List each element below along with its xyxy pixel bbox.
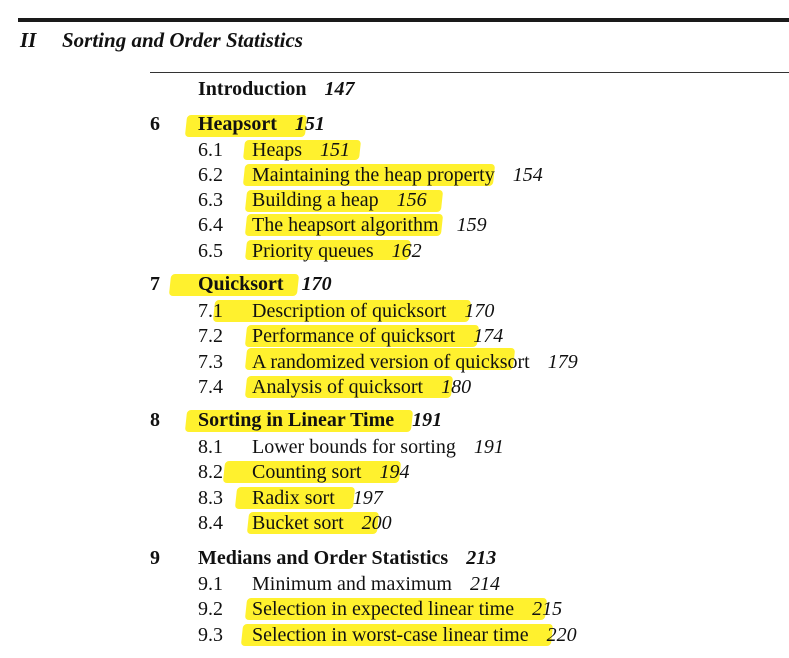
- section-title: Performance of quicksort: [252, 325, 456, 347]
- section-number: 7.1: [198, 300, 223, 322]
- section-title: Radix sort: [252, 487, 335, 509]
- introduction-title: Introduction: [198, 78, 307, 100]
- section-title: The heapsort algorithm: [252, 214, 439, 236]
- page-number: 170: [301, 273, 332, 295]
- page-number: 191: [412, 409, 443, 431]
- section-number: 8.4: [198, 512, 223, 534]
- page-number: 151: [294, 113, 325, 135]
- page-number: 194: [379, 461, 410, 483]
- chapter-number: 6: [150, 113, 160, 135]
- part-heading: [20, 28, 303, 53]
- page-number: 170: [464, 300, 495, 322]
- part-title: Sorting and Order Statistics: [62, 28, 303, 52]
- page-number: 154: [512, 164, 543, 186]
- contents-rule: [150, 72, 789, 73]
- section-number: 8.3: [198, 487, 223, 509]
- page-number: 174: [473, 325, 504, 347]
- section-title: Description of quicksort: [252, 300, 447, 322]
- section-title: Selection in expected linear time: [252, 598, 515, 620]
- section-number: 6.5: [198, 240, 223, 262]
- page-number: 215: [532, 598, 563, 620]
- section-number: 8.2: [198, 461, 223, 483]
- section-number: 6.4: [198, 214, 223, 236]
- page-number: 214: [470, 573, 500, 595]
- chapter-number: 7: [150, 273, 160, 295]
- chapter-number: 9: [150, 547, 160, 569]
- part-number: II: [20, 28, 37, 52]
- page-number: 156: [396, 189, 427, 211]
- chapter-title: Sorting in Linear Time: [198, 409, 395, 431]
- section-title: Selection in worst-case linear time: [252, 624, 529, 646]
- section-title: Maintaining the heap property: [252, 164, 495, 186]
- section-title: Analysis of quicksort: [252, 376, 424, 398]
- section-number: 7.4: [198, 376, 223, 398]
- section-number: 7.2: [198, 325, 223, 347]
- section-title: Priority queues: [252, 240, 374, 262]
- section-number: 8.1: [198, 436, 223, 458]
- section-title: Heaps: [252, 139, 302, 161]
- page-number: 180: [441, 376, 472, 398]
- page-number: 179: [547, 351, 578, 373]
- section-title: Bucket sort: [252, 512, 344, 534]
- section-number: 6.2: [198, 164, 223, 186]
- chapter-title: Quicksort: [198, 273, 284, 295]
- section-title: Lower bounds for sorting: [252, 436, 456, 458]
- chapter-number: 8: [150, 409, 160, 431]
- section-number: 7.3: [198, 351, 223, 373]
- page-number: 151: [319, 139, 350, 161]
- section-title: Building a heap: [252, 189, 379, 211]
- section-number: 9.3: [198, 624, 223, 646]
- page-number: 200: [361, 512, 392, 534]
- section-number: 6.3: [198, 189, 223, 211]
- section-title: A randomized version of quicksort: [252, 351, 530, 373]
- section-title: Minimum and maximum: [252, 573, 452, 595]
- section-number: 9.2: [198, 598, 223, 620]
- page-number: 213: [466, 547, 497, 569]
- page-number: 197: [352, 487, 383, 509]
- page-number: 191: [473, 436, 504, 458]
- page-number: 159: [456, 214, 487, 236]
- section-title: Counting sort: [252, 461, 362, 483]
- chapter-title: Heapsort: [198, 113, 277, 135]
- section-number: 9.1: [198, 573, 223, 595]
- top-rule: [18, 18, 789, 22]
- chapter-title: Medians and Order Statistics: [198, 547, 449, 569]
- section-number: 6.1: [198, 139, 223, 161]
- page-number: 162: [391, 240, 422, 262]
- page-number: 147: [324, 78, 355, 100]
- page-number: 220: [546, 624, 577, 646]
